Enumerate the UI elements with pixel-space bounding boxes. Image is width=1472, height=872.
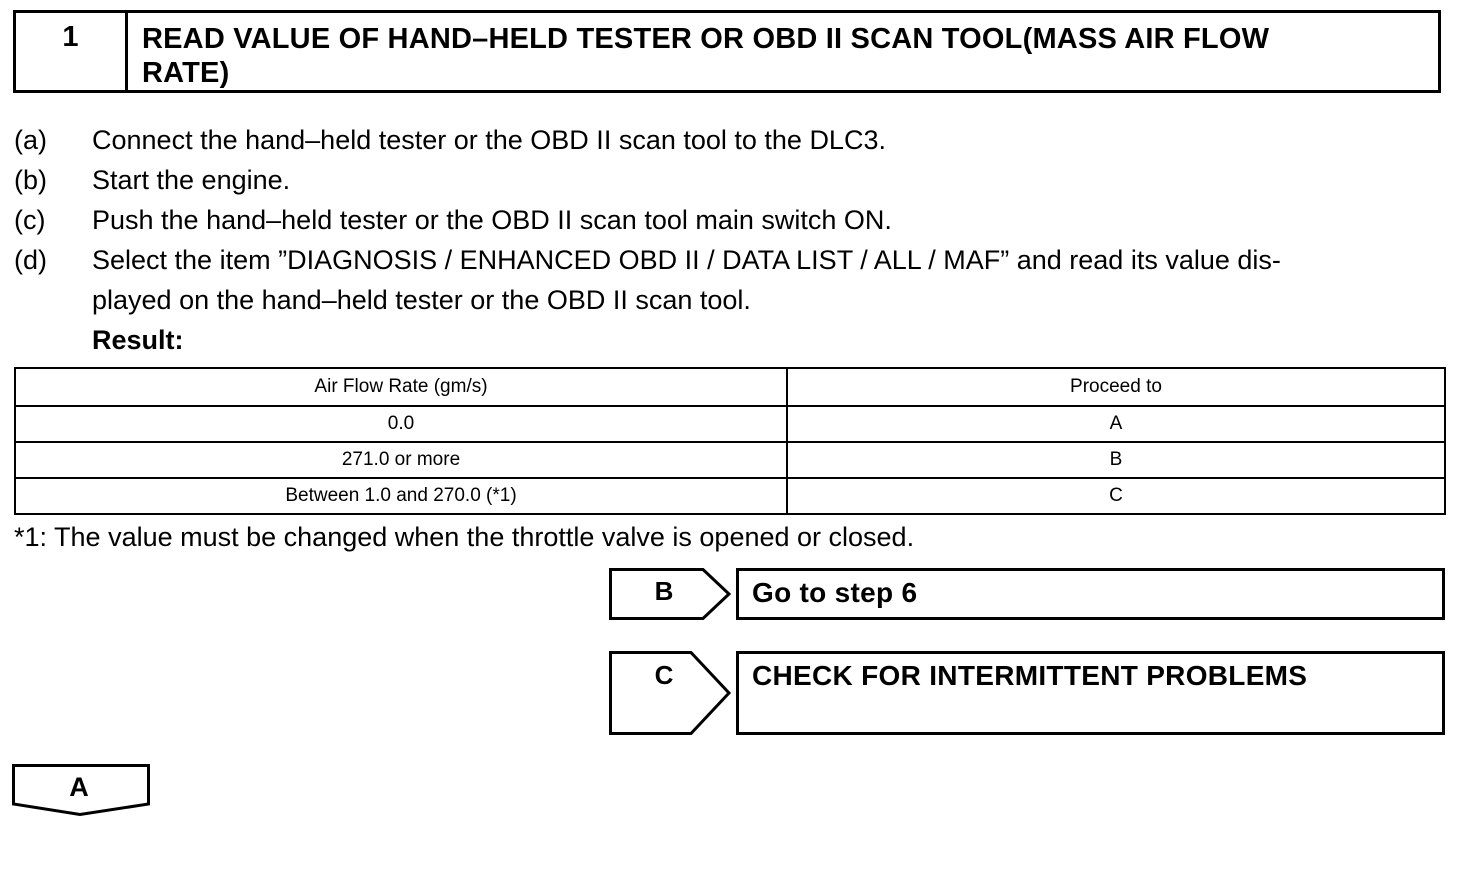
instruction-letter: (b) xyxy=(14,165,47,195)
branch-a-letter: A xyxy=(69,772,89,802)
instruction-text-line1: Select the item ”DIAGNOSIS / ENHANCED OBD II / DATA LIST / ALL / MAF” and read its value dis- xyxy=(92,245,1281,275)
table-header-row xyxy=(15,368,1445,406)
table-cell: 271.0 or more xyxy=(15,442,787,478)
instruction-letter: (a) xyxy=(14,125,47,155)
table-row xyxy=(15,478,1445,514)
instructions-list xyxy=(14,120,1446,360)
table-row xyxy=(15,442,1445,478)
step-header xyxy=(13,10,1441,93)
step-number: 1 xyxy=(16,13,128,90)
instruction-item xyxy=(14,240,1446,320)
instruction-text: Connect the hand–held tester or the OBD II scan tool to the DLC3. xyxy=(92,125,886,155)
branch-c-destination: CHECK FOR INTERMITTENT PROBLEMS xyxy=(736,651,1445,735)
step-title-line2: RATE) xyxy=(142,57,230,89)
table-cell: B xyxy=(787,442,1445,478)
table-cell: Between 1.0 and 270.0 (*1) xyxy=(15,478,787,514)
step-title xyxy=(128,13,1438,90)
table-row xyxy=(15,406,1445,442)
step-title-line1: READ VALUE OF HAND–HELD TESTER OR OBD II SCAN TOOL(MASS AIR FLOW xyxy=(142,23,1270,55)
branch-b-letter: B xyxy=(654,576,674,606)
instruction-item xyxy=(14,160,1446,200)
branch-c-arrow xyxy=(609,651,733,735)
instruction-text: Push the hand–held tester or the OBD II scan tool main switch ON. xyxy=(92,205,892,235)
table-cell: C xyxy=(787,478,1445,514)
branch-c-letter: C xyxy=(654,660,674,690)
table-cell: A xyxy=(787,406,1445,442)
instruction-text xyxy=(92,240,1446,320)
instruction-item xyxy=(14,120,1446,160)
instruction-letter: (d) xyxy=(14,245,47,275)
result-label: Result: xyxy=(92,325,184,355)
instruction-text: Start the engine. xyxy=(92,165,291,195)
table-header-cell: Air Flow Rate (gm/s) xyxy=(15,368,787,406)
instruction-letter: (c) xyxy=(14,205,46,235)
footnote: *1: The value must be changed when the throttle valve is opened or closed. xyxy=(14,522,915,552)
table-cell: 0.0 xyxy=(15,406,787,442)
branch-b-destination: Go to step 6 xyxy=(736,568,1445,620)
table-header-cell: Proceed to xyxy=(787,368,1445,406)
branch-b-arrow xyxy=(609,568,733,620)
result-table xyxy=(14,367,1446,515)
instruction-text-line2: played on the hand–held tester or the OBD II scan tool. xyxy=(92,285,751,315)
instruction-item xyxy=(14,200,1446,240)
